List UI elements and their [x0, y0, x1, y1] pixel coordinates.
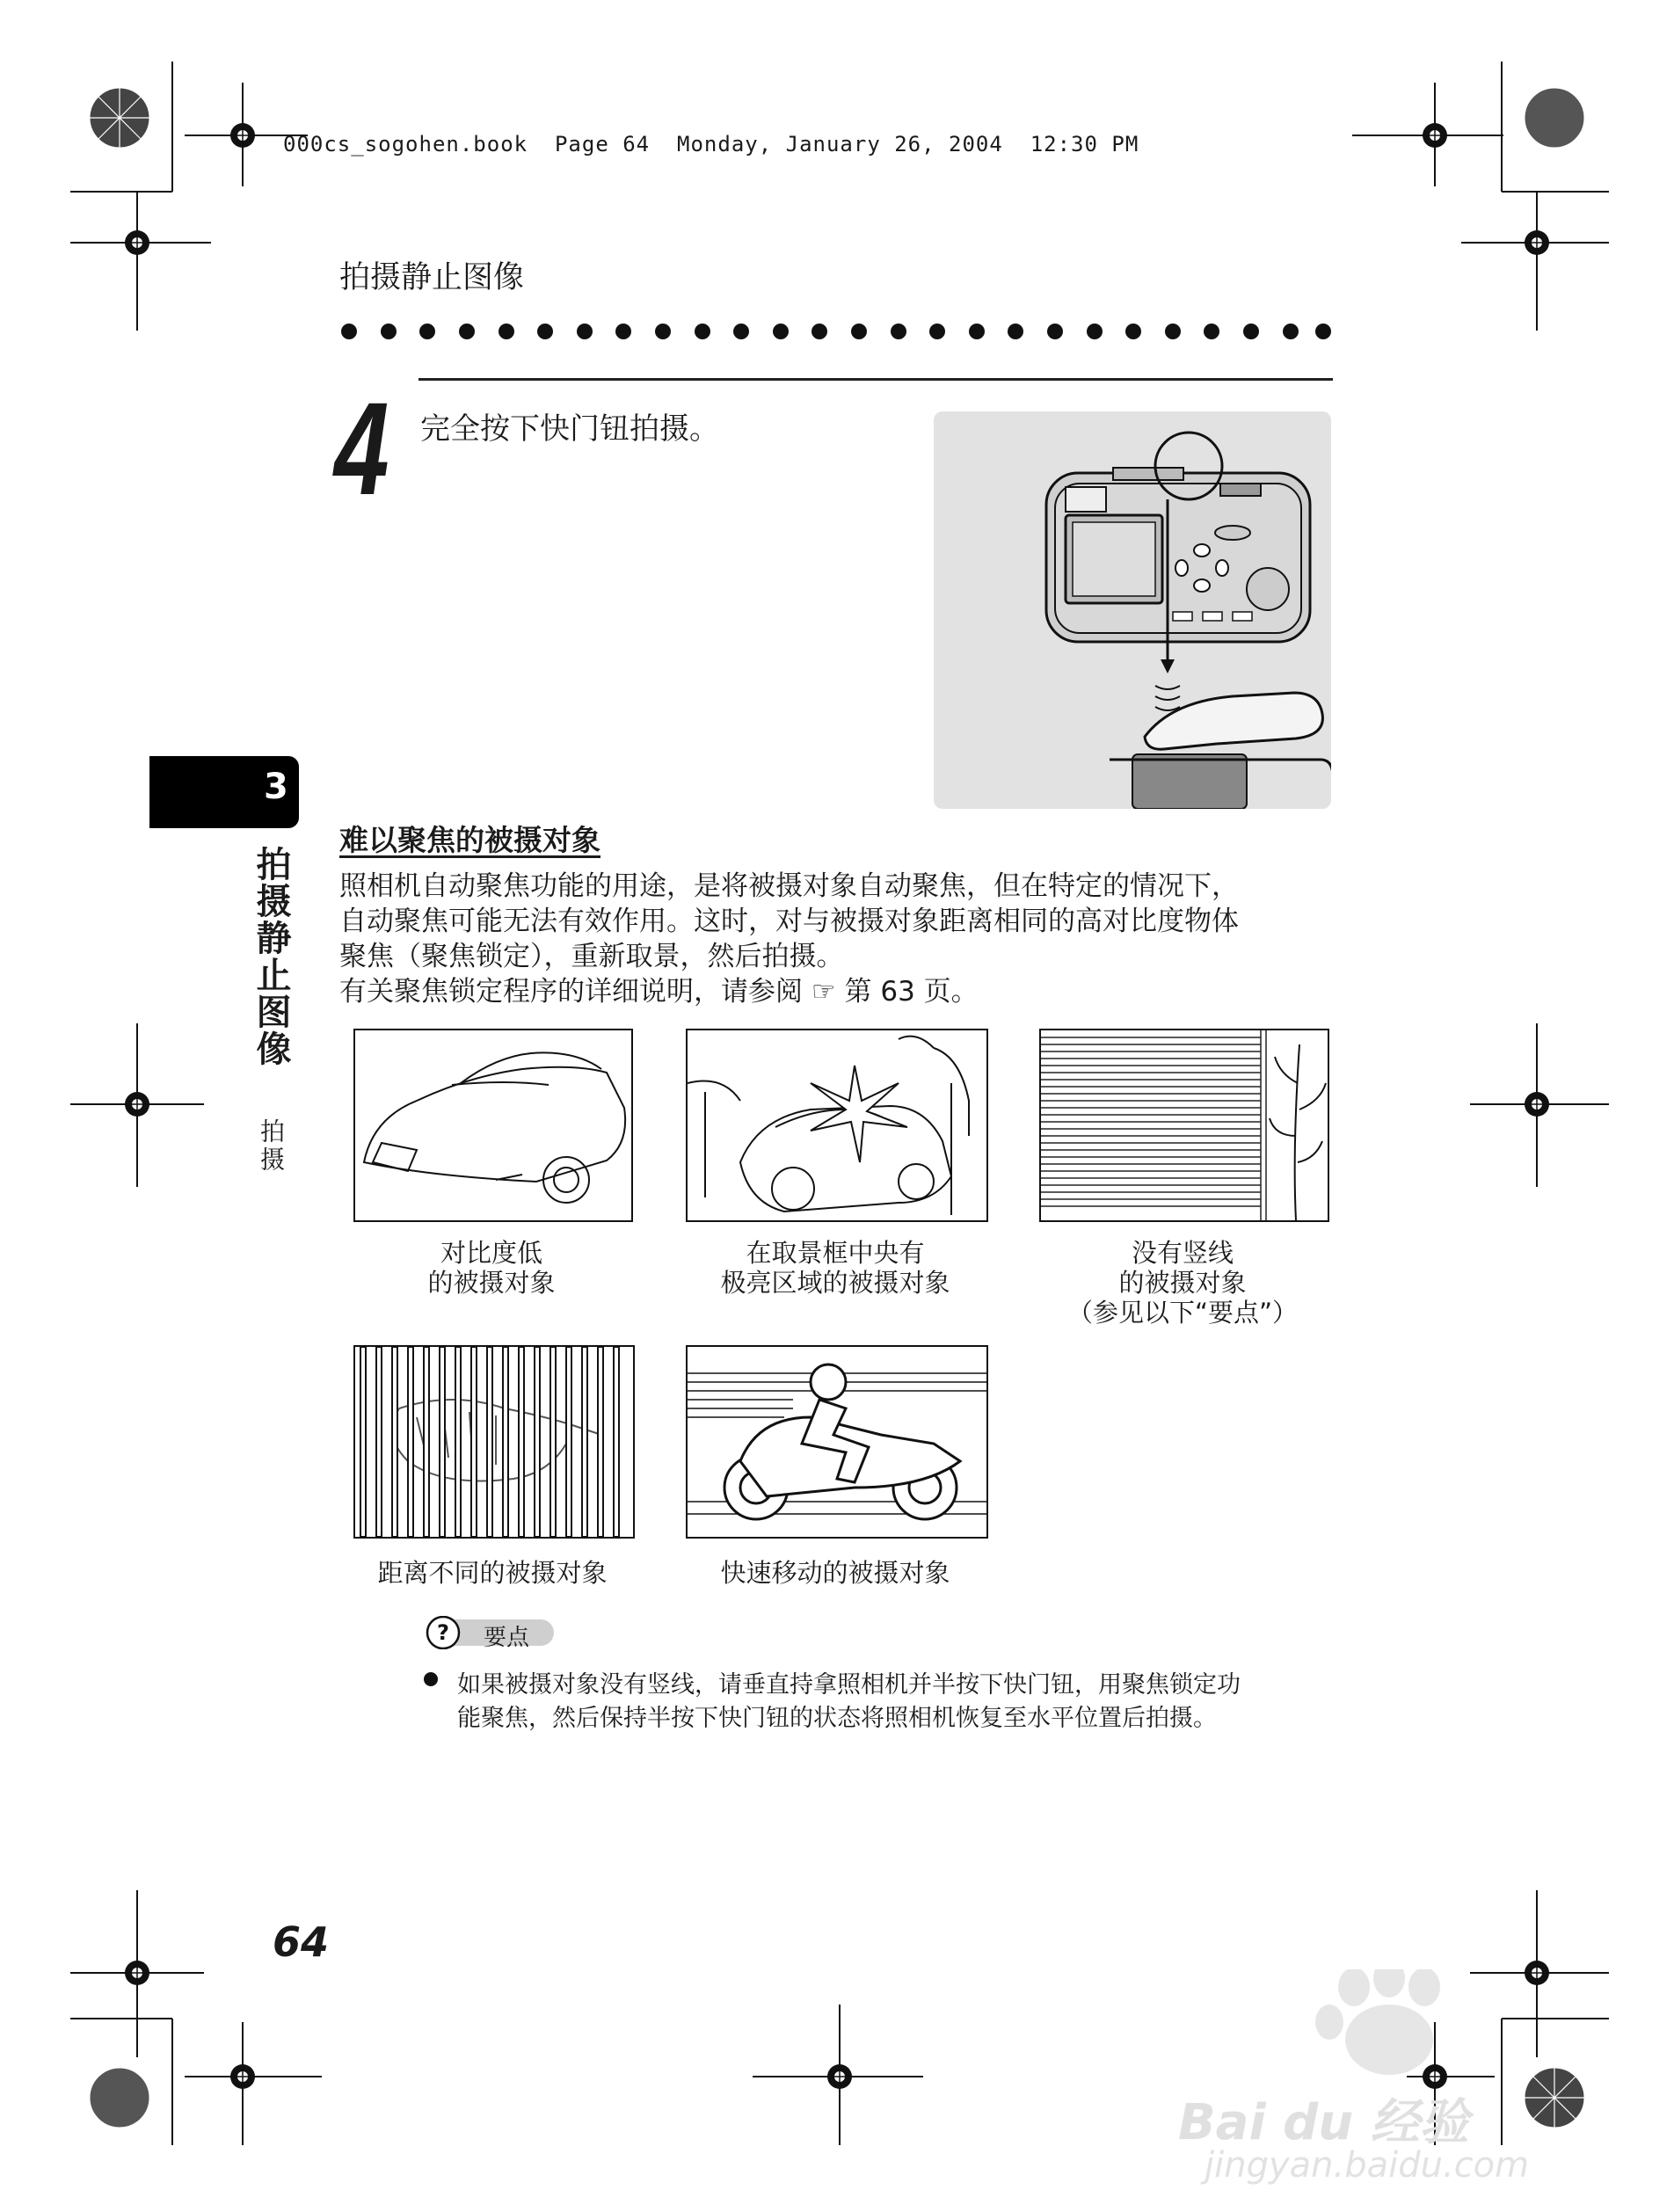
file-header: 000cs_sogohen.book Page 64 Monday, January 26, 2004 12:30 PM: [283, 132, 1139, 156]
caption-line: 快速移动的被摄对象: [720, 1558, 950, 1588]
bright-reflection-car-illustration: [686, 1029, 988, 1222]
tip-label: 要点: [484, 1625, 530, 1651]
tiger-behind-bars-illustration: [353, 1345, 635, 1539]
chapter-title-vertical: 拍摄静止图像: [251, 846, 291, 1067]
caption-line: 没有竖线: [1131, 1238, 1234, 1268]
step-rule: [418, 378, 1333, 381]
body-paragraph-line: 自动聚焦可能无法有效作用。这时，对与被摄对象距离相同的高对比度物体: [339, 906, 1239, 937]
subsection-heading: 难以聚焦的被摄对象: [339, 823, 600, 857]
caption-line: 在取景框中央有: [746, 1238, 925, 1268]
example-caption: [353, 1238, 630, 1298]
step-instruction: 完全按下快门钮拍摄。: [420, 411, 719, 447]
example-caption: [686, 1238, 985, 1298]
svg-text:?: ?: [437, 1620, 449, 1645]
caption-line: 的被摄对象: [1118, 1268, 1247, 1298]
dotted-divider: [339, 318, 1333, 345]
caption-line: 距离不同的被摄对象: [377, 1558, 608, 1588]
step-number: 4: [334, 375, 389, 522]
camera-shutter-illustration: [934, 411, 1331, 809]
bullet-icon: [424, 1672, 438, 1686]
caption-line: （参见以下“要点”）: [1066, 1298, 1299, 1328]
caption-line: 对比度低: [440, 1238, 542, 1268]
page-number: 64: [273, 1918, 330, 1966]
body-paragraph-line: 聚焦（聚焦锁定），重新取景，然后拍摄。: [339, 941, 844, 972]
example-caption: [686, 1558, 985, 1588]
section-header: 拍摄静止图像: [339, 260, 525, 295]
chapter-number: 3: [264, 767, 288, 807]
tip-text-line: 如果被摄对象没有竖线，请垂直持拿照相机并半按下快门钮，用聚焦锁定功: [457, 1671, 1241, 1699]
body-paragraph-line: 照相机自动聚焦功能的用途，是将被摄对象自动聚焦，但在特定的情况下，: [339, 870, 1239, 902]
low-contrast-car-illustration: [353, 1029, 633, 1222]
watermark-brand: Bai du 经验: [1178, 2094, 1469, 2151]
chapter-subtitle-vertical: 拍摄: [257, 1118, 286, 1175]
example-caption: [1039, 1238, 1326, 1328]
watermark-url: jingyan.baidu.com: [1205, 2145, 1530, 2186]
page-reference-line: 有关聚焦锁定程序的详细说明，请参阅 ☞ 第 63 页。: [339, 976, 979, 1008]
tip-text-line: 能聚焦，然后保持半按下快门钮的状态将照相机恢复至水平位置后拍摄。: [457, 1705, 1217, 1732]
caption-line: 的被摄对象: [427, 1268, 556, 1298]
caption-line: 极亮区域的被摄对象: [720, 1268, 950, 1298]
motorcycle-illustration: [686, 1345, 988, 1539]
example-caption: [353, 1558, 631, 1588]
horizontal-lines-illustration: [1039, 1029, 1329, 1222]
